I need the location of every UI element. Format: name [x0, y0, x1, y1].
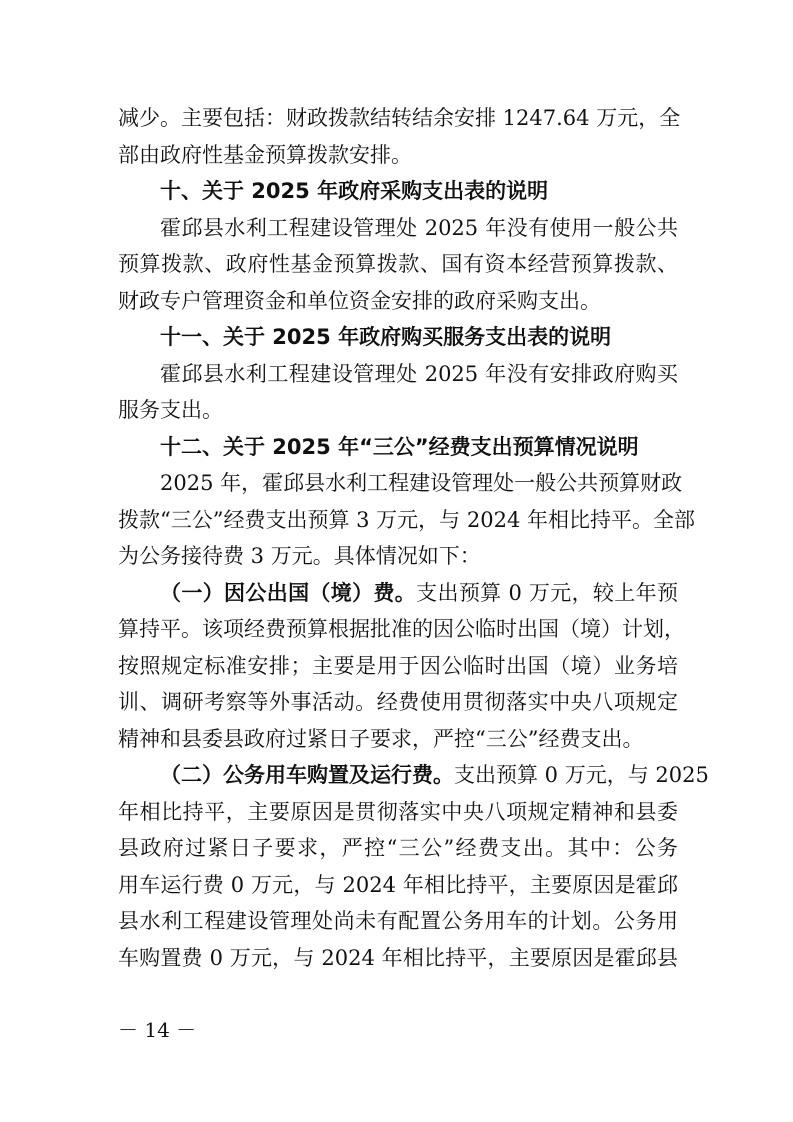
paragraph-line: 拨款“三公”经费支出预算 3 万元，与 2024 年相比持平。全部 — [118, 507, 695, 532]
paragraph-line: 减少。主要包括：财政拨款结转结余安排 1247.64 万元，全 — [118, 106, 681, 130]
paragraph-line: 按照规定标准安排；主要是用于因公临时出国（境）业务培 — [118, 653, 678, 678]
subsection-text: 支出预算 0 万元，与 2025 — [454, 763, 709, 787]
subsection-title: （二）公务用车购置及运行费。 — [160, 763, 454, 787]
paragraph-line: 算持平。该项经费预算根据批准的因公临时出国（境）计划， — [118, 617, 685, 641]
paragraph-line: 年相比持平，主要原因是贯彻落实中央八项规定精神和县委 — [118, 799, 678, 824]
paragraph-line: 霍邱县水利工程建设管理处 2025 年没有安排政府购买 — [160, 361, 678, 386]
subsection-line — [118, 575, 678, 612]
paragraph-line: 车购置费 0 万元，与 2024 年相比持平，主要原因是霍邱县 — [118, 945, 678, 970]
paragraph-line: 精神和县委县政府过紧日子要求，严控“三公”经费支出。 — [118, 726, 644, 751]
paragraph-line: 预算拨款、政府性基金预算拨款、国有资本经营预算拨款、 — [118, 252, 678, 276]
section-heading: 十二、关于 2025 年“三公”经费支出预算情况说明 — [160, 434, 639, 459]
paragraph-line: 训、调研考察等外事活动。经费使用贯彻落实中央八项规定 — [118, 690, 678, 714]
paragraph-line: 县水利工程建设管理处尚未有配置公务用车的计划。公务用 — [118, 909, 678, 933]
paragraph-line: 用车运行费 0 万元，与 2024 年相比持平，主要原因是霍邱 — [118, 872, 678, 897]
paragraph-line: 霍邱县水利工程建设管理处 2025 年没有使用一般公共 — [160, 215, 678, 240]
paragraph-line: 县政府过紧日子要求，严控“三公”经费支出。其中：公务 — [118, 836, 678, 860]
page-number: － 14 － — [118, 1018, 197, 1042]
subsection-line — [118, 757, 709, 794]
section-heading: 十、关于 2025 年政府采购支出表的说明 — [160, 179, 549, 203]
paragraph-line: 为公务接待费 3 万元。具体情况如下： — [118, 544, 481, 568]
paragraph-line: 2025 年，霍邱县水利工程建设管理处一般公共预算财政 — [160, 471, 683, 495]
subsection-title: （一）因公出国（境）费。 — [160, 580, 417, 605]
subsection-text: 支出预算 0 万元，较上年预 — [416, 580, 678, 605]
paragraph-line: 财政专户管理资金和单位资金安排的政府采购支出。 — [118, 288, 601, 313]
document-body — [118, 100, 709, 976]
section-heading: 十一、关于 2025 年政府购买服务支出表的说明 — [160, 325, 612, 349]
paragraph-line: 服务支出。 — [118, 398, 223, 422]
paragraph-line: 部由政府性基金预算拨款安排。 — [118, 142, 412, 167]
